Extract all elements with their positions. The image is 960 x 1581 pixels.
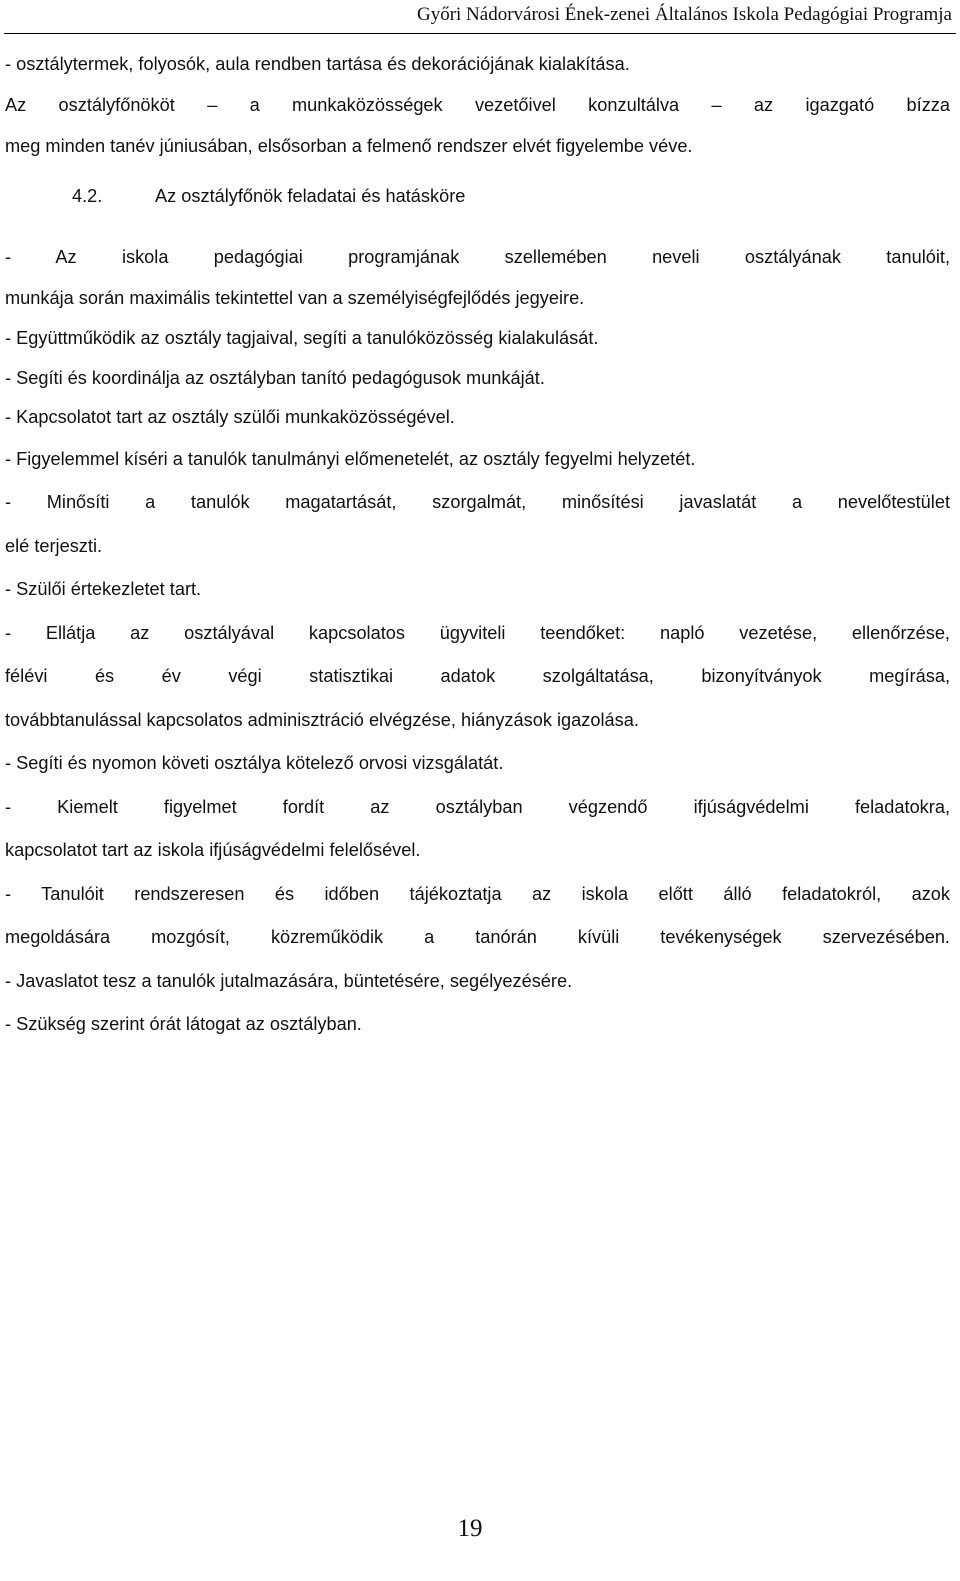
duty-line: - Szülői értekezletet tart. bbox=[5, 579, 202, 599]
duty-line: - Segíti és nyomon követi osztálya kötelező orvosi vizsgálatát. bbox=[5, 753, 504, 773]
duty-line: munkája során maximális tekintettel van a személyiségfejlődés jegyeire. bbox=[5, 288, 585, 308]
duty-line: félévi és év végi statisztikai adatok szolgáltatása, bizonyítványok megírása, bbox=[5, 666, 950, 686]
duty-line: megoldására mozgósít, közreműködik a tanórán kívüli tevékenységek szervezésében. bbox=[5, 927, 950, 947]
duty-line: - Javaslatot tesz a tanulók jutalmazására, büntetésére, segélyezésére. bbox=[5, 970, 573, 991]
duty-line: - Kiemelt figyelmet fordít az osztályban végzendő ifjúságvédelmi feladatokra, bbox=[5, 796, 950, 817]
section-heading bbox=[72, 175, 950, 217]
duty-line: elé terjeszti. bbox=[5, 535, 103, 556]
duty-line: - Kapcsolatot tart az osztály szülői munkaközösségével. bbox=[5, 407, 455, 427]
section-title: Az osztályfőnök feladatai és hatásköre bbox=[155, 186, 466, 206]
duty-line: - Együttműködik az osztály tagjaival, segíti a tanulóközösség kialakulását. bbox=[5, 328, 599, 348]
duty-line: továbbtanulással kapcsolatos adminisztráció elvégzése, hiányzások igazolása. bbox=[5, 709, 639, 730]
page-number: 19 bbox=[457, 1515, 483, 1542]
duty-line: - Segíti és koordinálja az osztályban tanító pedagógusok munkáját. bbox=[5, 367, 545, 388]
duty-line: - Ellátja az osztályával kapcsolatos ügyviteli teendőket: napló vezetése, ellenőrzése, bbox=[5, 622, 950, 643]
running-header: Győri Nádorvárosi Ének-zenei Általános Iskola Pedagógiai Programja bbox=[416, 4, 952, 25]
page-body bbox=[5, 44, 950, 1047]
intro-line: meg minden tanév júniusában, elsősorban a felmenő rendszer elvét figyelembe véve. bbox=[5, 136, 693, 156]
duty-line: - Az iskola pedagógiai programjának szellemében neveli osztályának tanulóit, bbox=[5, 247, 950, 267]
duty-line: - Figyelemmel kíséri a tanulók tanulmányi előmenetelét, az osztály fegyelmi helyzetét. bbox=[5, 448, 696, 469]
duty-line: kapcsolatot tart az iskola ifjúságvédelmi felelősével. bbox=[5, 840, 421, 860]
intro-line: Az osztályfőnököt – a munkaközösségek vezetőivel konzultálva – az igazgató bízza bbox=[5, 95, 950, 115]
header-rule bbox=[4, 33, 956, 34]
duty-line: - Tanulóit rendszeresen és időben tájékoztatja az iskola előtt álló feladatokról, azok bbox=[5, 883, 950, 904]
section-number: 4.2. bbox=[72, 186, 103, 206]
duty-line: - Minősíti a tanulók magatartását, szorgalmát, minősítési javaslatát a nevelőtestület bbox=[5, 492, 950, 512]
duty-line: - Szükség szerint órát látogat az osztályban. bbox=[5, 1014, 362, 1034]
intro-line: - osztálytermek, folyosók, aula rendben tartása és dekorációjának kialakítása. bbox=[5, 54, 630, 74]
